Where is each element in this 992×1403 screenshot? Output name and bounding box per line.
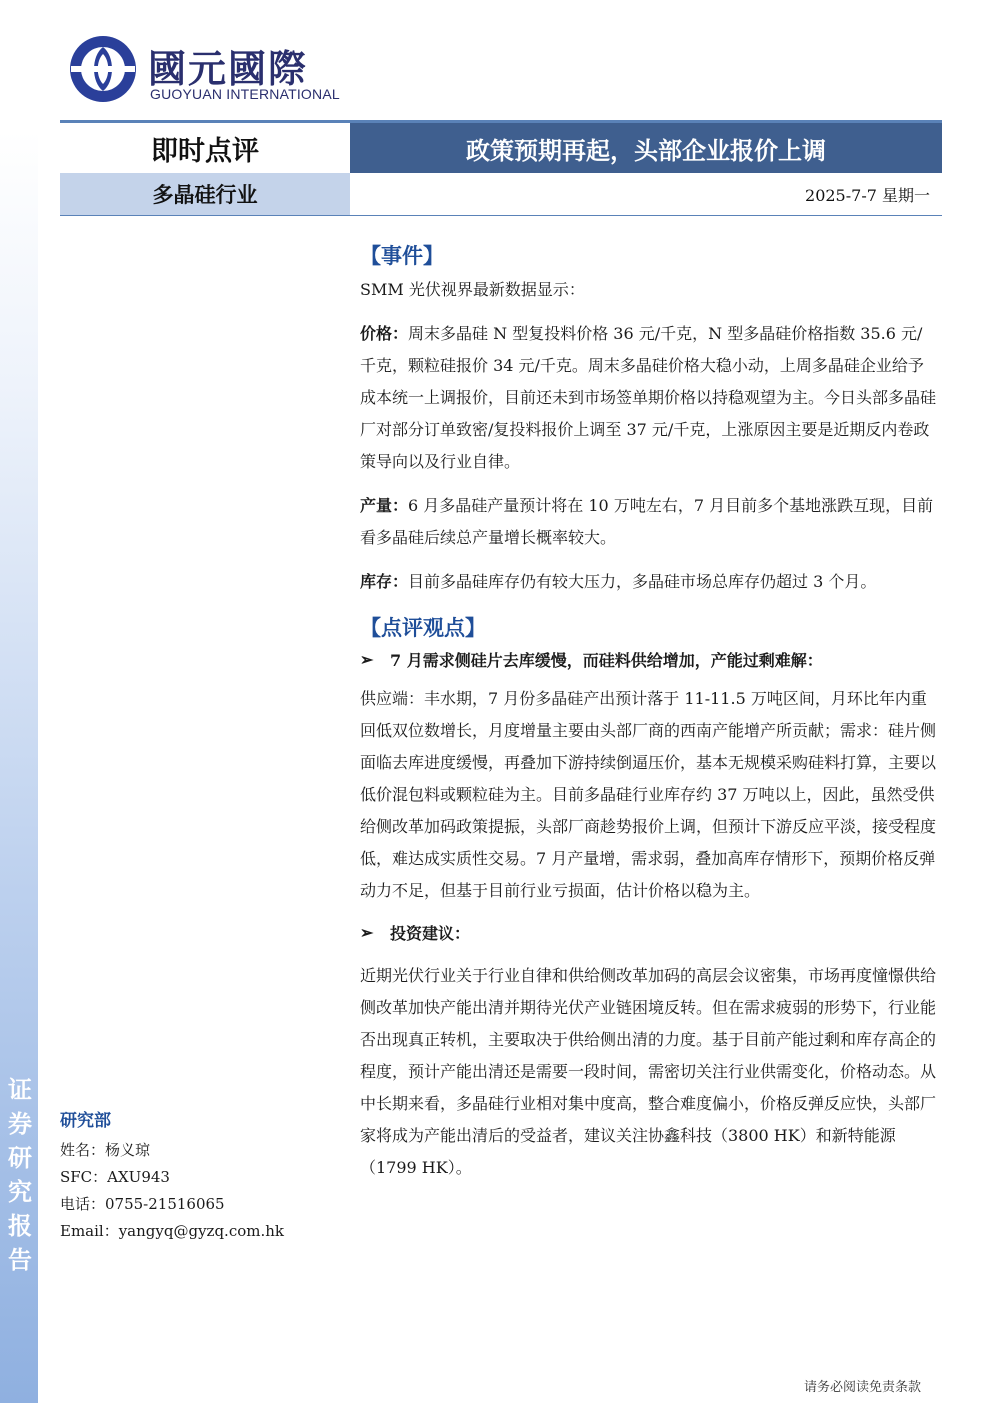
- brand-name-cn: 國元國際: [148, 47, 309, 91]
- brand-name-en: GUOYUAN INTERNATIONAL: [150, 86, 340, 102]
- side-label-char: 研: [8, 1144, 32, 1172]
- price-paragraph: [360, 318, 936, 478]
- output-label: 产量：: [360, 496, 409, 515]
- bullet-point: [360, 648, 936, 671]
- analyst-phone: 电话：0755-21516065: [60, 1195, 225, 1213]
- price-text: 周末多晶硅 N 型复投料价格 36 元/千克，N 型多晶硅价格指数 35.6 元/千克，颗粒硅报价 34 元/千克。周末多晶硅价格大稳小动，上周多晶硅企业给予成本统一上调报价，目前还未到市场签单期价格以持稳观望为主。今日头部多晶硅厂对部分订单致密/复投料报价上调至 37 元/千克，上涨原因主要是近期反内卷政策导向以及行业自律。: [360, 324, 937, 471]
- side-label-char: 券: [8, 1110, 32, 1138]
- side-label-char: 告: [8, 1246, 32, 1274]
- side-label-char: 究: [8, 1178, 32, 1206]
- bullet-text: 7 月需求侧硅片去库缓慢，而硅料供给增加，产能过剩难解：: [390, 651, 823, 670]
- inventory-label: 库存：: [360, 572, 409, 591]
- analyst-info: [60, 1106, 340, 1245]
- side-label-char: 报: [8, 1212, 32, 1240]
- output-paragraph: [360, 490, 936, 554]
- header-divider: [60, 215, 942, 216]
- industry-label: 多晶硅行业: [60, 173, 350, 215]
- guoyuan-logo-icon: [68, 34, 138, 104]
- analyst-email: Email：yangyq@gyzq.com.hk: [60, 1222, 284, 1240]
- bullet-text: 投资建议：: [390, 924, 471, 943]
- analyst-sfc: SFC：AXU943: [60, 1168, 170, 1186]
- event-intro: SMM 光伏视界最新数据显示：: [360, 280, 585, 299]
- inventory-paragraph: [360, 566, 936, 598]
- side-label: [6, 1073, 34, 1277]
- output-text: 6 月多晶硅产量预计将在 10 万吨左右，7 月目前多个基地涨跌互现，目前看多晶硅后续总产量增长概率较大。: [360, 496, 934, 547]
- report-date: 2025-7-7 星期一: [350, 173, 942, 215]
- disclaimer-note: 请务必阅读免责条款: [804, 1380, 922, 1395]
- supply-demand-paragraph: 供应端：丰水期，7 月份多晶硅产出预计落于 11-11.5 万吨区间，月环比年内重回低双位数增长，月度增量主要由头部厂商的西南产能增产所贡献；需求：硅片侧面临去库进度缓慢，再叠加下游持续倒逼压价，基本无规模采购硅料打算，主要以低价混包料或颗粒硅为主。目前多晶硅行业库存约 37 万吨以上，因此，虽然受供给侧改革加码政策提振，头部厂商趁势报价上调，但预计下游反应平淡，接受程度低，难达成实质性交易。7 月产量增，需求弱，叠加高库存情形下，预期价格反弹动力不足，但基于目前行业亏损面，估计价格以稳为主。: [360, 689, 937, 900]
- report-type: 即时点评: [60, 123, 350, 173]
- side-label-char: 证: [8, 1076, 32, 1104]
- section-heading-event: 【事件】: [360, 244, 444, 268]
- arrow-bullet-icon: ➢: [360, 650, 374, 669]
- price-label: 价格：: [360, 324, 409, 343]
- analyst-name: 姓名：杨义琼: [60, 1141, 151, 1159]
- section-heading-commentary: 【点评观点】: [360, 616, 486, 640]
- analyst-dept: 研究部: [60, 1111, 111, 1131]
- report-title: 政策预期再起，头部企业报价上调: [350, 123, 942, 173]
- report-body: [360, 240, 936, 1184]
- investment-paragraph: 近期光伏行业关于行业自律和供给侧改革加码的高层会议密集，市场再度憧憬供给侧改革加快产能出清并期待光伏产业链困境反转。但在需求疲弱的形势下，行业能否出现真正转机，主要取决于供给侧出清的力度。基于目前产能过剩和库存高企的程度，预计产能出清还是需要一段时间，需密切关注行业供需变化，价格动态。从中长期来看，多晶硅行业相对集中度高，整合难度偏小，价格反弹反应快，头部厂家将成为产能出清后的受益者，建议关注协鑫科技（3800 HK）和新特能源（1799 HK）。: [360, 966, 937, 1177]
- bullet-point: [360, 921, 936, 944]
- inventory-text: 目前多晶硅库存仍有较大压力，多晶硅市场总库存仍超过 3 个月。: [408, 572, 877, 591]
- arrow-bullet-icon: ➢: [360, 923, 374, 942]
